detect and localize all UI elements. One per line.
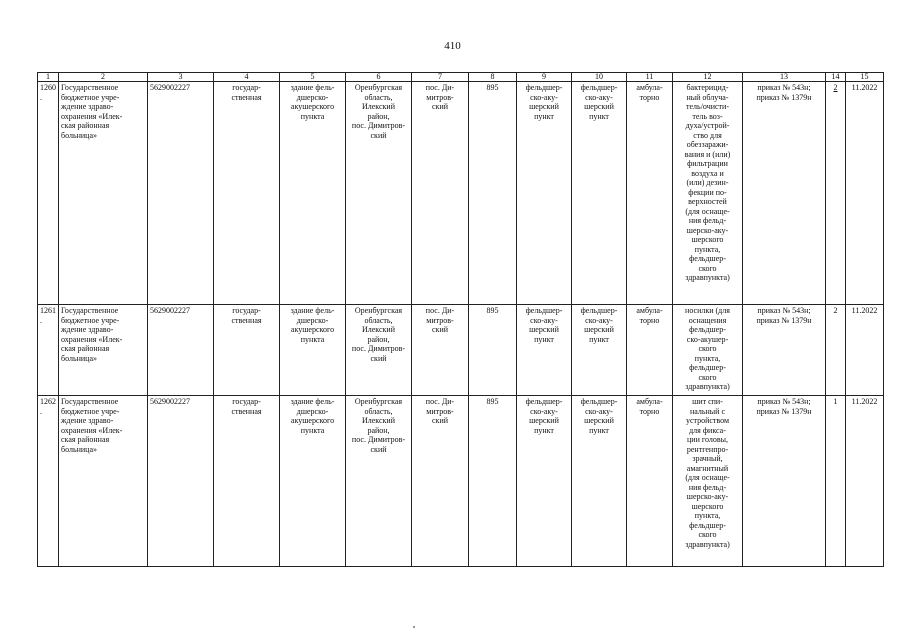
unit-type-line: шерский: [529, 416, 559, 425]
care-form-line: амбула-: [636, 306, 663, 315]
quantity-value: 2: [833, 306, 838, 315]
unit-type-line: ско-аку-: [530, 315, 558, 325]
inn-code-cell: [148, 305, 214, 396]
address-line: ский: [370, 130, 387, 140]
organization-name-line: больница»: [61, 444, 97, 454]
building-type-line: акушерского: [290, 325, 335, 334]
column-header-8: 8: [469, 73, 517, 82]
equipment-name-line: шерского: [691, 235, 724, 244]
building-type-line: здание фель-: [290, 306, 335, 315]
settlement-line: митров-: [426, 92, 454, 102]
equipment-name-line: фельдшер-: [689, 363, 726, 372]
table-row: [38, 396, 884, 567]
organization-name-line: больница»: [61, 130, 97, 140]
column-header-6: 6: [346, 73, 412, 82]
unit-subtype-line: ско-аку-: [585, 92, 613, 102]
column-header-13: 13: [743, 73, 826, 82]
inn-code-cell: [148, 396, 214, 567]
address-line: пос. Димитров-: [351, 121, 406, 130]
order-reference-cell: [743, 396, 826, 567]
equipment-name-line: духа/устрой-: [685, 121, 730, 130]
column-header-10: 10: [572, 73, 627, 82]
organization-name-line: ская районная: [61, 344, 110, 353]
organization-name-line: ская районная: [61, 435, 110, 444]
care-form-cell: [627, 82, 673, 305]
unit-subtype-line: фельдшер-: [580, 397, 618, 406]
order-reference-line: приказ № 543н;: [757, 83, 811, 92]
equipment-name-line: ный облуча-: [686, 92, 729, 102]
equipment-name-line: пункта,: [694, 511, 721, 520]
header-row: [38, 73, 884, 82]
care-form-line: амбула-: [636, 397, 663, 406]
equipment-name-line: носилки (для: [685, 306, 730, 315]
equipment-name-line: здравпункта): [685, 539, 730, 549]
building-type-cell: [280, 82, 346, 305]
equipment-name-cell: [673, 396, 743, 567]
equipment-name-line: рентгенпро-: [686, 444, 729, 454]
unit-subtype-line: ско-аку-: [585, 406, 613, 416]
date-value: 11.2022: [851, 306, 878, 315]
unit-subtype-cell: [572, 305, 627, 396]
equipment-name-line: фельдшер-: [689, 520, 726, 530]
organization-name-line: охранения «Илек-: [61, 334, 123, 344]
equipment-name-line: воздуха и: [691, 168, 724, 178]
settlement-cell: [412, 305, 469, 396]
address-line: Илекский: [361, 102, 395, 111]
unit-type-cell: [517, 305, 572, 396]
quantity-cell: [826, 305, 846, 396]
date-cell: [846, 396, 884, 567]
oktmo-code-cell: [469, 82, 517, 305]
building-type-line: акушерского: [290, 102, 335, 111]
organization-name-line: Государственное: [61, 397, 119, 406]
unit-subtype-line: фельдшер-: [580, 83, 618, 92]
oktmo-code-value: 895: [486, 306, 499, 315]
date-cell: [846, 82, 884, 305]
ownership-type-line: ственная: [231, 92, 262, 102]
organization-name-line: ждение здраво-: [61, 102, 114, 111]
building-type-cell: [280, 396, 346, 567]
unit-type-line: шерский: [529, 325, 559, 334]
unit-subtype-line: ско-аку-: [585, 315, 613, 325]
row-number-value: 1262.: [40, 397, 56, 416]
column-header-14: 14: [826, 73, 846, 82]
equipment-name-line: (или) дезин-: [686, 178, 729, 187]
equipment-name-line: (для оснаще-: [685, 473, 730, 482]
equipment-name-line: здравпункта): [685, 382, 730, 391]
unit-type-line: пункт: [534, 425, 554, 435]
order-reference-line: приказ № 1379н: [756, 315, 812, 325]
unit-type-line: фельдшер-: [525, 397, 563, 406]
unit-type-line: ско-аку-: [530, 92, 558, 102]
date-value: 11.2022: [851, 83, 878, 92]
settlement-cell: [412, 82, 469, 305]
address-line: Илекский: [361, 325, 395, 334]
equipment-name-line: шит спи-: [692, 397, 723, 406]
unit-subtype-cell: [572, 82, 627, 305]
organization-name-line: бюджетное учре-: [61, 92, 120, 102]
address-line: ский: [370, 444, 387, 454]
unit-subtype-line: шерский: [584, 416, 614, 425]
oktmo-code-cell: [469, 396, 517, 567]
organization-name-line: больница»: [61, 353, 97, 363]
care-form-line: торно: [639, 406, 660, 416]
scan-speck: [413, 626, 415, 628]
equipment-name-line: ство для: [693, 130, 722, 140]
equipment-name-line: шерско-аку-: [686, 492, 729, 501]
equipment-name-line: фекции по-: [688, 187, 727, 197]
row-number-cell: [38, 396, 59, 567]
unit-subtype-cell: [572, 396, 627, 567]
equipment-name-line: ского: [698, 530, 717, 539]
unit-subtype-line: пункт: [589, 111, 609, 121]
unit-subtype-line: шерский: [584, 325, 614, 334]
address-line: район,: [367, 334, 390, 344]
row-number-value: 1260.: [40, 83, 56, 102]
equipment-name-line: ния фельд-: [688, 482, 727, 492]
column-header-5: 5: [280, 73, 346, 82]
organization-name-cell: [59, 396, 148, 567]
column-header-2: 2: [59, 73, 148, 82]
organization-name-line: бюджетное учре-: [61, 406, 120, 416]
equipment-name-line: фильтрации: [687, 159, 728, 168]
table-row: [38, 305, 884, 396]
organization-name-line: Государственное: [61, 83, 119, 92]
inn-code-value: 5629002227: [150, 83, 190, 92]
unit-type-line: пункт: [534, 111, 554, 121]
address-line: Оренбургская: [354, 83, 403, 92]
organization-name-cell: [59, 305, 148, 396]
order-reference-line: приказ № 1379н: [756, 92, 812, 102]
settlement-line: пос. Ди-: [425, 397, 455, 406]
row-number-value: 1261.: [40, 306, 56, 325]
equipment-name-line: ского: [698, 372, 717, 382]
organization-name-line: ждение здраво-: [61, 416, 114, 425]
page-number: 410: [444, 40, 461, 52]
care-form-cell: [627, 396, 673, 567]
building-type-line: акушерского: [290, 416, 335, 425]
equipment-name-line: пункта,: [694, 353, 721, 363]
care-form-line: амбула-: [636, 83, 663, 92]
settlement-line: пос. Ди-: [425, 83, 455, 92]
building-type-line: пункта: [300, 111, 325, 121]
organization-name-line: охранения «Илек-: [61, 425, 123, 435]
equipment-name-line: ского: [698, 263, 717, 273]
oktmo-code-value: 895: [486, 83, 499, 92]
oktmo-code-cell: [469, 305, 517, 396]
settlement-line: митров-: [426, 315, 454, 325]
building-type-line: здание фель-: [290, 83, 335, 92]
address-line: область,: [364, 406, 393, 416]
equipment-name-line: устройством: [685, 416, 730, 425]
address-cell: [346, 396, 412, 567]
date-value: 11.2022: [851, 397, 878, 406]
settlement-cell: [412, 396, 469, 567]
order-reference-line: приказ № 543н;: [757, 306, 811, 315]
quantity-cell: [826, 396, 846, 567]
unit-subtype-line: шерский: [584, 102, 614, 111]
unit-type-line: ско-аку-: [530, 406, 558, 416]
column-header-4: 4: [214, 73, 280, 82]
inn-code-cell: [148, 82, 214, 305]
row-number-cell: [38, 305, 59, 396]
unit-type-line: фельдшер-: [525, 83, 563, 92]
ownership-type-cell: [214, 305, 280, 396]
date-cell: [846, 305, 884, 396]
quantity-value: 1: [833, 397, 838, 406]
care-form-line: торно: [639, 315, 660, 325]
unit-type-line: фельдшер-: [525, 306, 563, 315]
building-type-cell: [280, 305, 346, 396]
organization-name-cell: [59, 82, 148, 305]
building-type-line: пункта: [300, 334, 325, 344]
ownership-type-line: государ-: [232, 83, 261, 92]
building-type-line: дшерско-: [296, 406, 329, 416]
address-line: Оренбургская: [354, 306, 403, 315]
equipment-name-line: для фикса-: [689, 425, 726, 435]
equipment-name-line: оснащения: [688, 315, 727, 325]
equipment-name-line: шерского: [691, 501, 724, 511]
column-header-1: 1: [38, 73, 59, 82]
column-header-12: 12: [673, 73, 743, 82]
ownership-type-cell: [214, 396, 280, 567]
building-type-line: дшерско-: [296, 92, 329, 102]
row-number-cell: [38, 82, 59, 305]
order-reference-line: приказ № 1379н: [756, 406, 812, 416]
unit-type-cell: [517, 396, 572, 567]
address-line: район,: [367, 425, 390, 435]
quantity-value: 2: [833, 83, 838, 92]
settlement-line: ский: [432, 325, 448, 334]
equipment-name-line: ции головы,: [687, 435, 728, 444]
order-reference-line: приказ № 543н;: [757, 397, 811, 406]
equipment-name-line: вания и (или): [684, 149, 731, 159]
building-type-line: здание фель-: [290, 397, 335, 406]
organization-name-line: бюджетное учре-: [61, 315, 120, 325]
equipment-name-line: обеззаражи-: [686, 140, 729, 149]
equipment-name-line: пункта,: [694, 244, 721, 254]
table-row: [38, 82, 884, 305]
equipment-name-cell: [673, 82, 743, 305]
column-header-3: 3: [148, 73, 214, 82]
organization-name-line: ская районная: [61, 121, 110, 130]
registry-table: [37, 72, 884, 567]
address-line: Илекский: [361, 416, 395, 425]
column-header-7: 7: [412, 73, 469, 82]
equipment-name-line: амагнитный: [686, 463, 729, 473]
inn-code-value: 5629002227: [150, 306, 190, 315]
equipment-name-line: зрачный,: [692, 454, 723, 463]
organization-name-line: ждение здраво-: [61, 325, 114, 334]
equipment-name-line: ния фельд-: [688, 216, 727, 225]
care-form-line: торно: [639, 92, 660, 102]
unit-type-line: пункт: [534, 334, 554, 344]
ownership-type-line: государ-: [232, 397, 261, 406]
settlement-line: митров-: [426, 406, 454, 416]
oktmo-code-value: 895: [486, 397, 499, 406]
equipment-name-line: бактерицид-: [686, 83, 729, 92]
ownership-type-line: государ-: [232, 306, 261, 315]
address-line: область,: [364, 92, 393, 102]
settlement-line: пос. Ди-: [425, 306, 455, 315]
settlement-line: ский: [432, 416, 448, 425]
building-type-line: пункта: [300, 425, 325, 435]
address-cell: [346, 305, 412, 396]
organization-name-line: охранения «Илек-: [61, 111, 123, 121]
equipment-name-line: ско-акушер-: [686, 334, 729, 344]
settlement-line: ский: [432, 102, 448, 111]
address-line: Оренбургская: [354, 397, 403, 406]
unit-subtype-line: пункт: [589, 425, 609, 435]
quantity-cell: [826, 82, 846, 305]
equipment-name-line: фельдшер-: [689, 325, 726, 334]
equipment-name-line: ского: [698, 344, 717, 353]
unit-type-cell: [517, 82, 572, 305]
equipment-name-line: нальный с: [689, 406, 726, 416]
column-header-11: 11: [627, 73, 673, 82]
address-line: ский: [370, 353, 387, 363]
address-line: район,: [367, 111, 390, 121]
equipment-name-line: тель/очисти-: [686, 102, 729, 111]
unit-subtype-line: фельдшер-: [580, 306, 618, 315]
unit-subtype-line: пункт: [589, 334, 609, 344]
equipment-name-line: тель воз-: [692, 111, 723, 121]
organization-name-line: Государственное: [61, 306, 119, 315]
equipment-name-line: верхностей: [688, 197, 727, 206]
order-reference-cell: [743, 305, 826, 396]
inn-code-value: 5629002227: [150, 397, 190, 406]
equipment-name-cell: [673, 305, 743, 396]
unit-type-line: шерский: [529, 102, 559, 111]
ownership-type-line: ственная: [231, 315, 262, 325]
care-form-cell: [627, 305, 673, 396]
column-header-15: 15: [846, 73, 884, 82]
address-line: пос. Димитров-: [351, 435, 406, 444]
column-header-9: 9: [517, 73, 572, 82]
building-type-line: дшерско-: [296, 315, 329, 325]
address-cell: [346, 82, 412, 305]
ownership-type-cell: [214, 82, 280, 305]
address-line: пос. Димитров-: [351, 344, 406, 353]
equipment-name-line: здравпункта): [685, 273, 730, 282]
order-reference-cell: [743, 82, 826, 305]
ownership-type-line: ственная: [231, 406, 262, 416]
address-line: область,: [364, 315, 393, 325]
equipment-name-line: (для оснаще-: [685, 206, 730, 216]
equipment-name-line: фельдшер-: [689, 254, 726, 263]
equipment-name-line: шерско-аку-: [686, 225, 729, 235]
